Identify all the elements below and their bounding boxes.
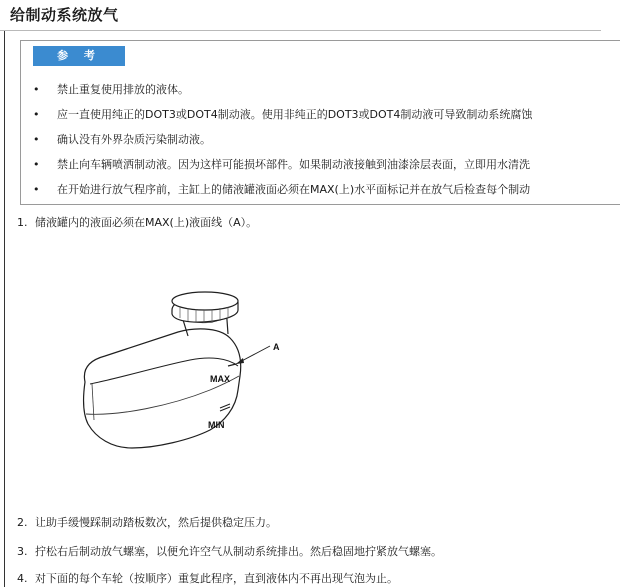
step-number: 3. — [17, 545, 28, 558]
note-box — [20, 40, 620, 205]
max-label: MAX — [210, 374, 230, 384]
note-item-text: 应一直使用纯正的DOT3或DOT4制动液。使用非纯正的DOT3或DOT4制动液可导致制动系统腐蚀 — [57, 108, 533, 121]
note-item-text: 禁止重复使用排放的液体。 — [57, 83, 189, 96]
bullet-icon: • — [33, 158, 40, 171]
bullet-icon: • — [33, 133, 40, 146]
step-1 — [17, 214, 257, 230]
note-item-text: 禁止向车辆喷洒制动液。因为这样可能损坏部件。如果制动液接触到油漆涂层表面，立即用水清洗 — [57, 158, 530, 171]
callout-label-a: A — [273, 342, 280, 352]
step-2 — [17, 514, 277, 530]
bullet-icon: • — [33, 108, 40, 121]
brake-reservoir-illustration — [60, 280, 280, 455]
min-label: MIN — [208, 420, 225, 430]
note-item-text: 在开始进行放气程序前，主缸上的储液罐液面必须在MAX(上)水平面标记并在放气后检查每个制动 — [57, 183, 531, 196]
step-text: 拧松右后制动放气螺塞，以便允许空气从制动系统排出。然后稳固地拧紧放气螺塞。 — [35, 545, 442, 558]
bullet-icon: • — [33, 83, 40, 96]
step-3 — [17, 543, 442, 559]
step-4 — [17, 570, 398, 586]
title-divider — [0, 30, 601, 31]
reservoir-body — [83, 329, 240, 448]
left-margin-rule — [4, 31, 5, 587]
step-number: 4. — [17, 572, 28, 585]
note-tag: 参 考 — [33, 46, 125, 66]
page-title: 给制动系统放气 — [10, 6, 119, 24]
step-text: 储液罐内的液面必须在MAX(上)液面线（A）。 — [35, 216, 258, 229]
step-text: 对下面的每个车轮（按顺序）重复此程序，直到液体内不再出现气泡为止。 — [35, 572, 398, 585]
note-item-text: 确认没有外界杂质污染制动液。 — [57, 133, 211, 146]
step-number: 2. — [17, 516, 28, 529]
bullet-icon: • — [33, 183, 40, 196]
step-number: 1. — [17, 216, 28, 229]
step-text: 让助手缓慢踩制动踏板数次，然后提供稳定压力。 — [35, 516, 277, 529]
